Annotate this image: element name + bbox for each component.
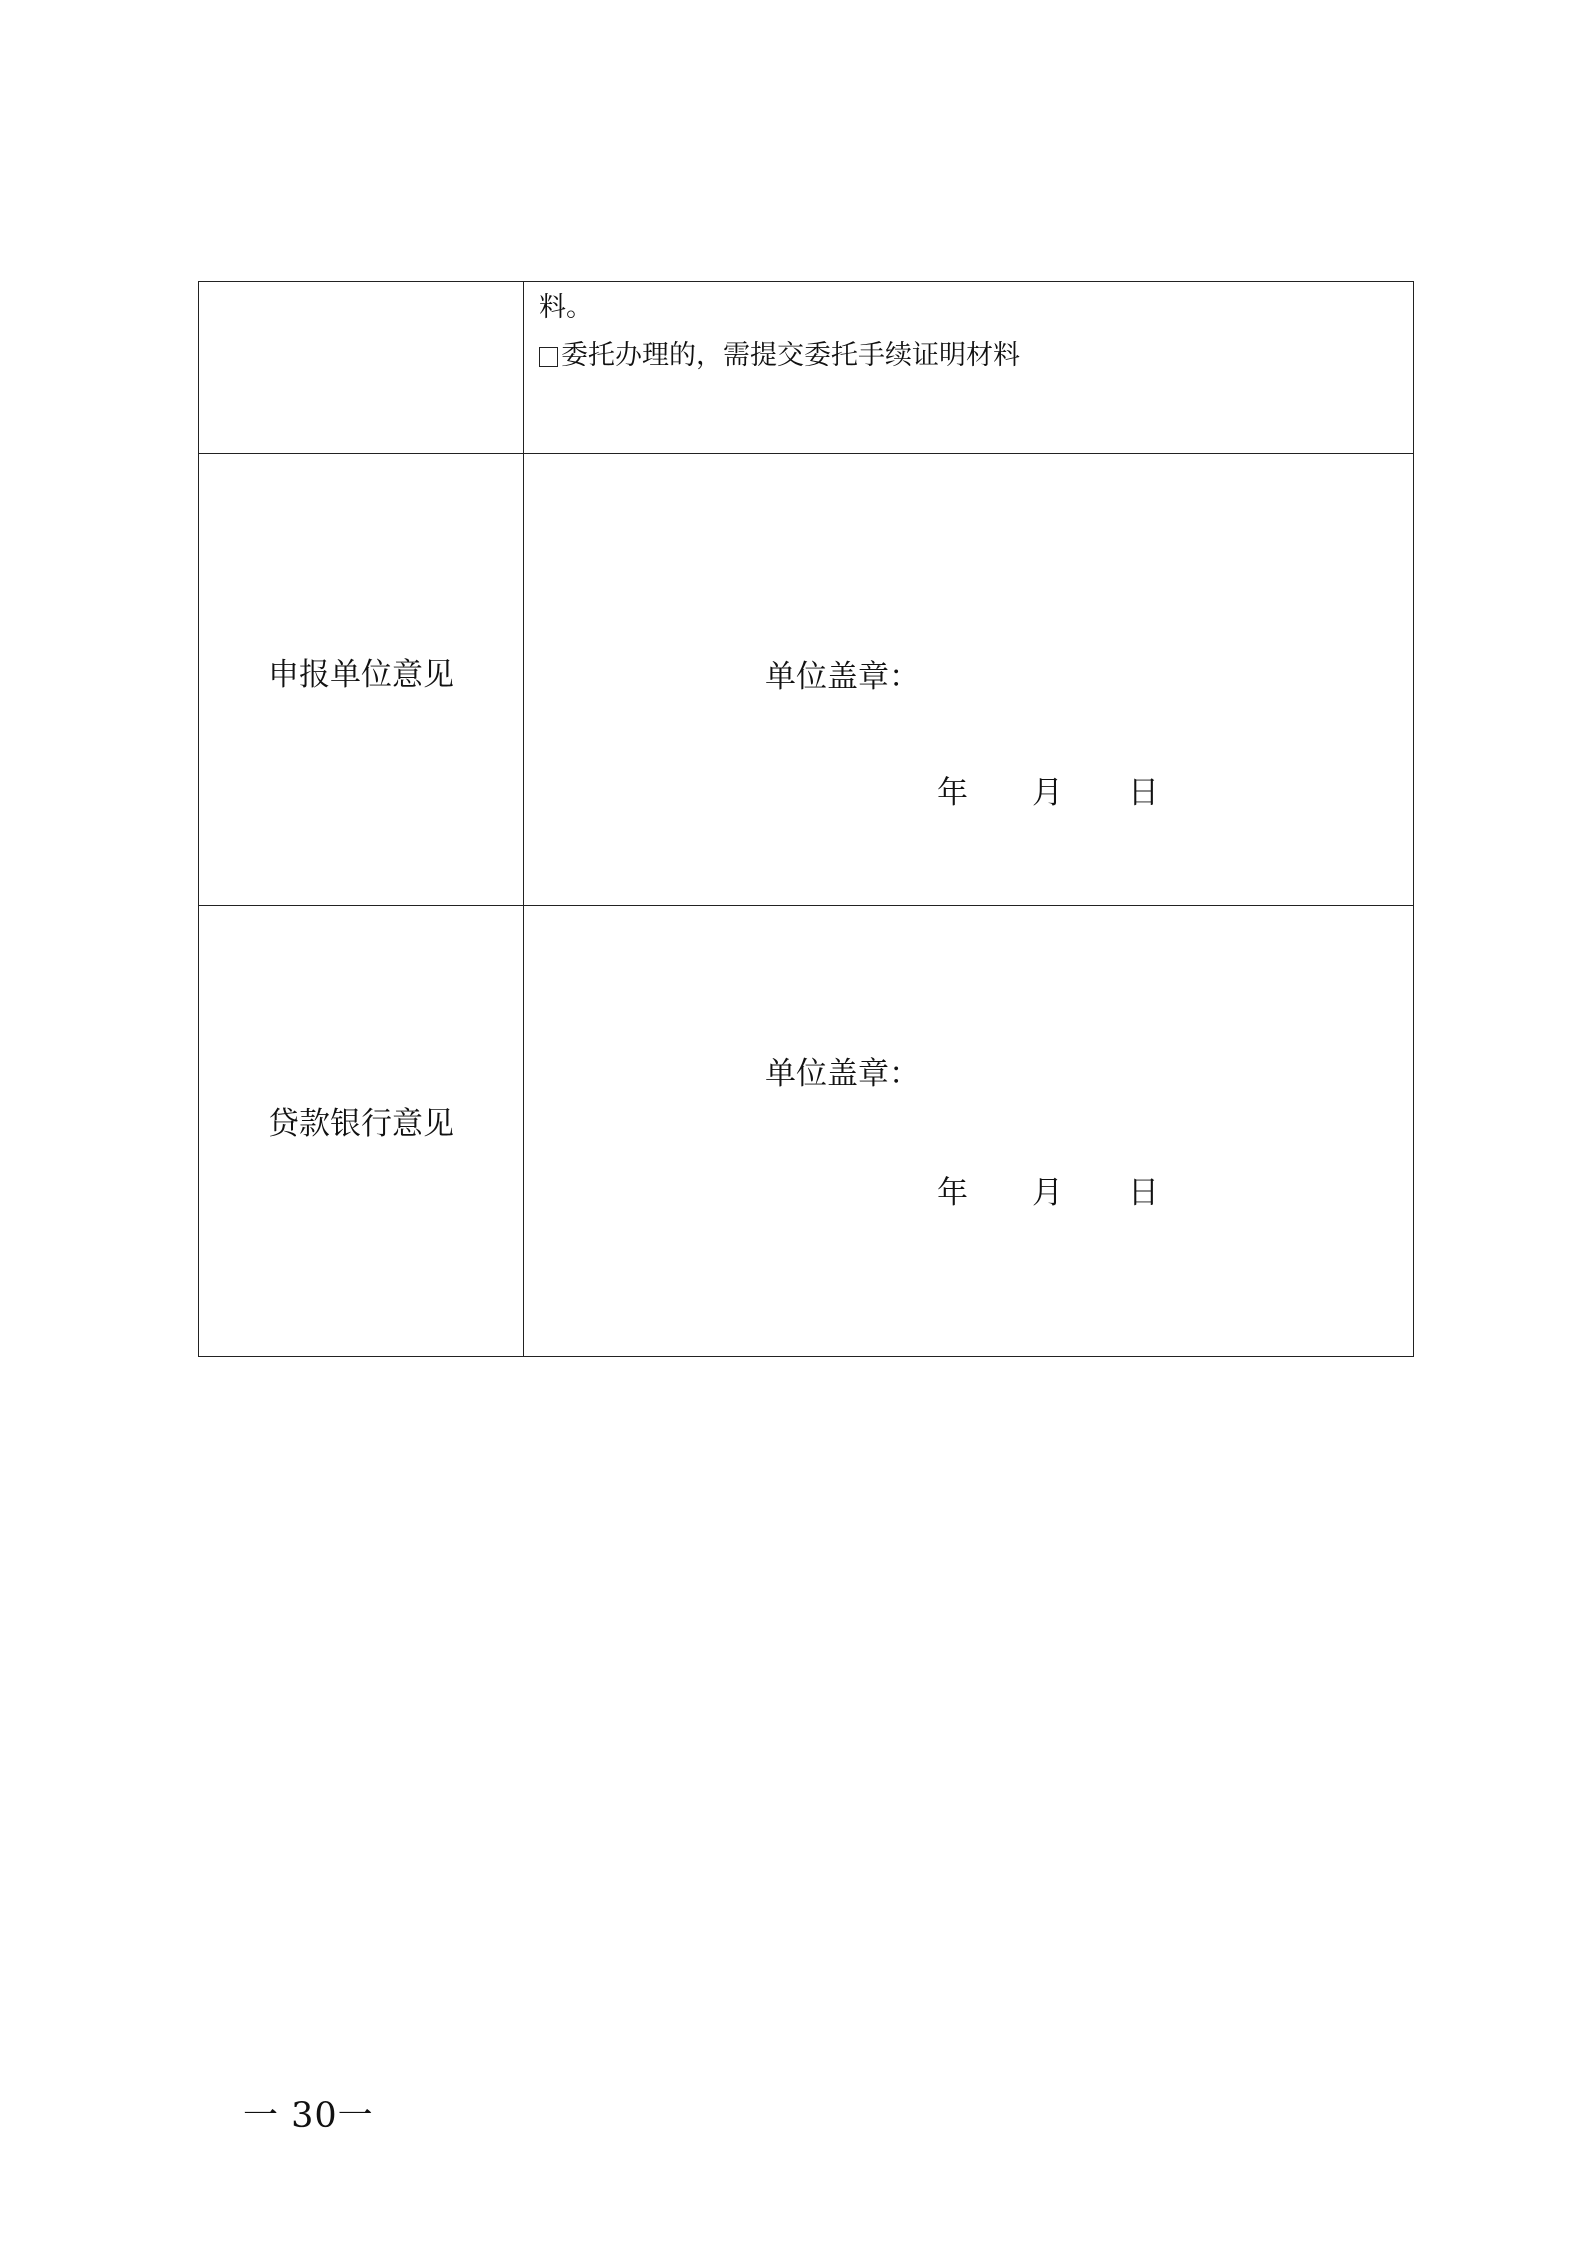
bank-opinion-cell[interactable]: [524, 905, 1414, 1356]
page-number: 一 30一: [243, 2096, 374, 2136]
applicant-opinion-cell[interactable]: [524, 454, 1414, 905]
applicant-seal-label: 单位盖章：: [765, 659, 920, 696]
bank-seal-label: 单位盖章：: [765, 1055, 920, 1092]
bank-date-day: 日: [1128, 1174, 1159, 1211]
entrusted-checkbox[interactable]: [539, 347, 558, 367]
applicant-date-day: 日: [1128, 775, 1159, 812]
bank-date-month: 月: [1032, 1174, 1063, 1211]
bank-opinion-label: 贷款银行意见: [268, 1105, 454, 1142]
materials-continuation-row: [199, 282, 1414, 454]
entrusted-materials-text: 委托办理的，需提交委托手续证明材料: [561, 340, 1020, 371]
bank-opinion-label-cell: [199, 905, 524, 1356]
applicant-opinion-label: 申报单位意见: [268, 657, 454, 694]
bank-opinion-row: [199, 905, 1414, 1356]
applicant-date-month: 月: [1032, 775, 1063, 812]
bank-date-year: 年: [937, 1174, 968, 1211]
materials-cell: [524, 282, 1414, 454]
application-form-table: [198, 281, 1414, 1357]
applicant-opinion-row: [199, 454, 1414, 905]
entrusted-materials-item: [539, 340, 1020, 372]
continuation-text: 料。: [539, 292, 593, 323]
applicant-date-year: 年: [937, 775, 968, 812]
applicant-opinion-label-cell: [199, 454, 524, 905]
empty-label-cell: [199, 282, 524, 454]
